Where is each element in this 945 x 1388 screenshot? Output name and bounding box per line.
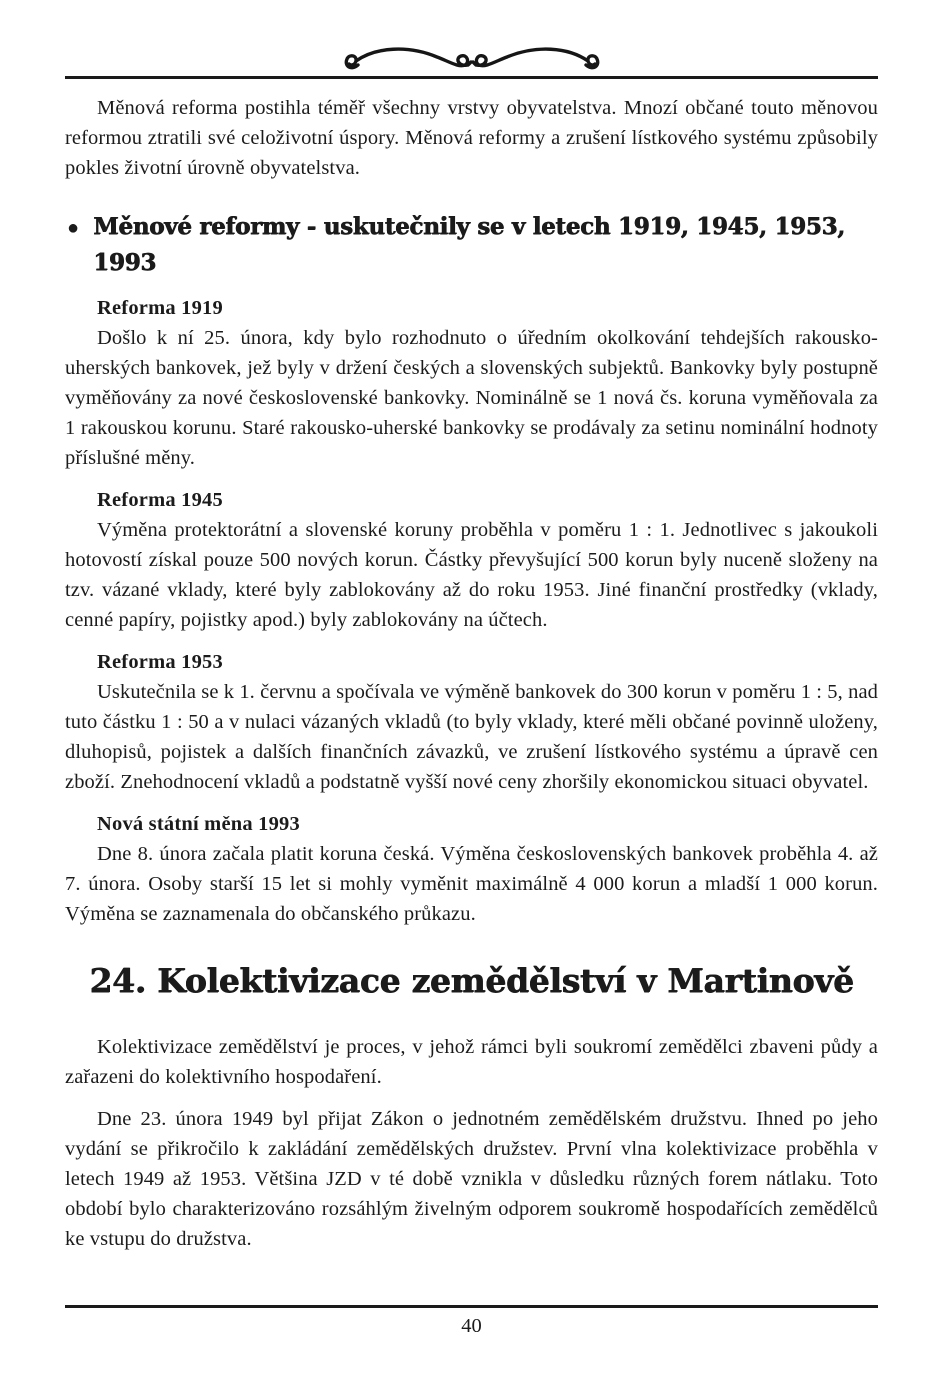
ornament-flourish-icon — [65, 42, 878, 74]
section-body-nova-statni-mena-1993: Dne 8. února začala platit koruna česká. Výměna československých bankovek proběhla 4. až 7. února. Osoby starší 15 let si mohly vyměnit maximálně 4 000 korun a mladší 1 000 korun. Výměna se zaznamenala do občanského průkazu. — [65, 843, 878, 925]
section-title-reforma-1945: Reforma 1945 — [97, 489, 223, 511]
section-title-nova-statni-mena-1993: Nová státní měna 1993 — [97, 813, 300, 835]
section-title-reforma-1919: Reforma 1919 — [97, 297, 223, 319]
top-divider — [65, 76, 878, 79]
intro-paragraph: Měnová reforma postihla téměř všechny vrstvy obyvatelstva. Mnozí občané touto měnovou reformou ztratili své celoživotní úspory. Měnová reformy a zrušení lístkového systému způsobily pokles životní úrovně obyvatelstva. — [65, 97, 878, 179]
chapter-heading: 24. Kolektivizace zemědělství v Martinově — [89, 961, 854, 1000]
page-content — [65, 0, 878, 1254]
bullet-icon: ● — [67, 217, 80, 239]
section-body-reforma-1953: Uskutečnila se k 1. červnu a spočívala ve výměně bankovek do 300 korun v poměru 1 : 5, nad tuto částku 1 : 50 a v nulaci vázaných vkladů (to byly vklady, které měli občané povinně uloženy, dluhopisů, pojistek a dalších finančních závazků, ve zrušení lístkového systému a úpravě cen zboží. Znehodnocení vkladů a podstatně vyšší nové ceny zhoršily ekonomickou situaci obyvatel. — [65, 681, 878, 793]
section-body-reforma-1945: Výměna protektorátní a slovenské koruny proběhla v poměru 1 : 1. Jednotlivec s jakoukoli hotovostí získal pouze 500 nových korun. Částky převyšující 500 korun byly nuceně složeny na tzv. vázané vklady, které byly zablokovány až do roku 1953. Jiné finanční prostředky (vklady, cenné papíry, pojistky apod.) byly zablokovány na účtech. — [65, 519, 878, 631]
chapter-paragraph-2: Dne 23. února 1949 byl přijat Zákon o jednotném zemědělském družstvu. Ihned po jeho vydání se přikročilo k zakládání zemědělských družstev. První vlna kolektivizace proběhla v letech 1949 až 1953. Většina JZD v té době vznikla v důsledku různých forem nátlaku. Toto období bylo charakterizováno rozsáhlým živelným odporem soukromě hospodařících zemědělců ke vstupu do družstva. — [65, 1108, 878, 1251]
bullet-heading — [65, 209, 878, 281]
bottom-divider — [65, 1305, 878, 1308]
bullet-heading-label: Měnové reformy - uskutečnily se v letech 1919, 1945, 1953, 1993 — [93, 213, 845, 276]
page-number: 40 — [461, 1315, 482, 1337]
section-title-reforma-1953: Reforma 1953 — [97, 651, 223, 673]
page-footer — [65, 1303, 878, 1338]
chapter-paragraph-1: Kolektivizace zemědělství je proces, v jehož rámci byli soukromí zemědělci zbaveni půdy a zařazeni do kolektivního hospodaření. — [65, 1036, 878, 1089]
section-body-reforma-1919: Došlo k ní 25. února, kdy bylo rozhodnuto o úředním okolkování tehdejších rakousko-uherských bankovek, jež byly v držení českých a slovenských subjektů. Bankovky byly postupně vyměňovány za nové československé bankovky. Nominálně se 1 nová čs. koruna vyměňovala za 1 rakouskou korunu. Staré rakousko-uherské bankovky se prodávaly za setinu nominální hodnoty příslušné měny. — [65, 327, 878, 469]
